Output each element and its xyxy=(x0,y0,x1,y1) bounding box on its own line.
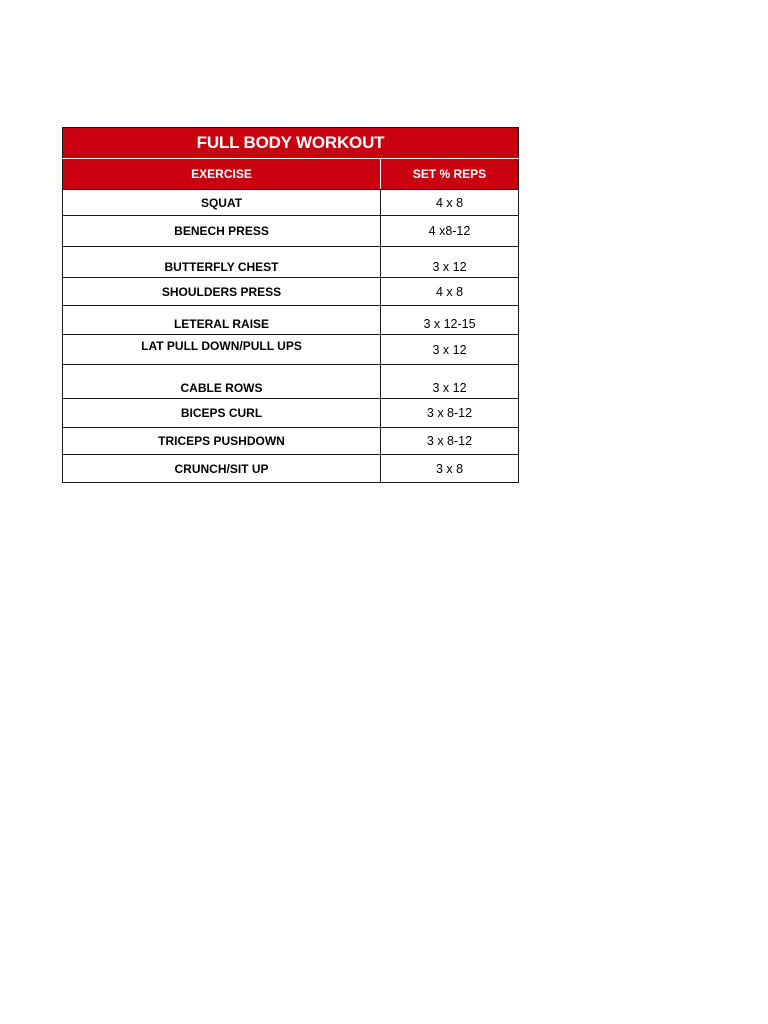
table-row xyxy=(63,399,519,428)
exercise-cell: BICEPS CURL xyxy=(63,399,381,428)
table-row xyxy=(63,306,519,335)
table-row xyxy=(63,455,519,483)
sets-cell: 4 x 8 xyxy=(381,190,519,216)
table-row xyxy=(63,335,519,365)
table-row xyxy=(63,365,519,399)
sets-cell: 3 x 12 xyxy=(381,247,519,278)
exercise-cell: TRICEPS PUSHDOWN xyxy=(63,428,381,455)
exercise-cell: CABLE ROWS xyxy=(63,365,381,399)
exercise-cell: SQUAT xyxy=(63,190,381,216)
sets-cell: 3 x 12 xyxy=(381,365,519,399)
table-row xyxy=(63,278,519,306)
header-row xyxy=(63,159,519,190)
sets-cell: 4 x 8 xyxy=(381,278,519,306)
column-header-exercise: EXERCISE xyxy=(63,159,381,190)
table-row xyxy=(63,428,519,455)
sets-cell: 3 x 12 xyxy=(381,335,519,365)
column-header-sets: SET % REPS xyxy=(381,159,519,190)
sets-cell: 3 x 8 xyxy=(381,455,519,483)
exercise-cell: SHOULDERS PRESS xyxy=(63,278,381,306)
table-row xyxy=(63,247,519,278)
sets-cell: 3 x 12-15 xyxy=(381,306,519,335)
sets-cell: 4 x8-12 xyxy=(381,216,519,247)
table-row xyxy=(63,190,519,216)
exercise-cell: BUTTERFLY CHEST xyxy=(63,247,381,278)
workout-table xyxy=(62,127,519,483)
exercise-cell: CRUNCH/SIT UP xyxy=(63,455,381,483)
exercise-cell: BENECH PRESS xyxy=(63,216,381,247)
title-row xyxy=(63,128,519,159)
exercise-cell: LETERAL RAISE xyxy=(63,306,381,335)
sets-cell: 3 x 8-12 xyxy=(381,428,519,455)
table-row xyxy=(63,216,519,247)
exercise-cell: LAT PULL DOWN/PULL UPS xyxy=(63,335,381,365)
sets-cell: 3 x 8-12 xyxy=(381,399,519,428)
table-title: FULL BODY WORKOUT xyxy=(63,128,519,159)
